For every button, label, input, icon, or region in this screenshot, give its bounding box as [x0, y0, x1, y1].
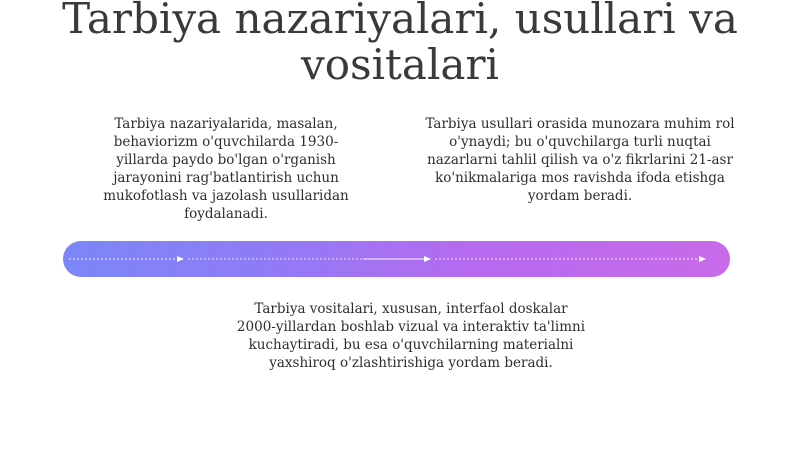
timeline-arrowhead-2: [424, 256, 431, 262]
text-block-theories: Tarbiya nazariyalarida, masalan, behaviorizm o'quvchilarda 1930-yillarda paydo bo'lgan o'rganish jarayonini rag'batlantirish uchun mukofotlash va jazolash usullaridan foydalanadi.: [103, 116, 349, 222]
text-block-tools: Tarbiya vositalari, xususan, interfaol doskalar 2000-yillardan boshlab vizual va interaktiv ta'limni kuchaytiradi, bu esa o'quvchilarning materialni yaxshiroq o'zlashtirishiga yordam beradi.: [236, 301, 586, 371]
timeline-bar: [63, 241, 730, 277]
timeline-arrowhead-3: [699, 256, 706, 262]
timeline-arrows: [63, 241, 730, 277]
timeline-arrowhead-1: [177, 256, 184, 262]
text-block-methods: Tarbiya usullari orasida munozara muhim rol o'ynaydi; bu o'quvchilarga turli nuqtai nazarlarni tahlil qilish va o'z fikrlarini 21-asr ko'nikmalariga mos ravishda ifoda etishga yordam beradi.: [425, 116, 735, 204]
slide-title: Tarbiya nazariyalari, usullari va vositalari: [62, 0, 738, 89]
